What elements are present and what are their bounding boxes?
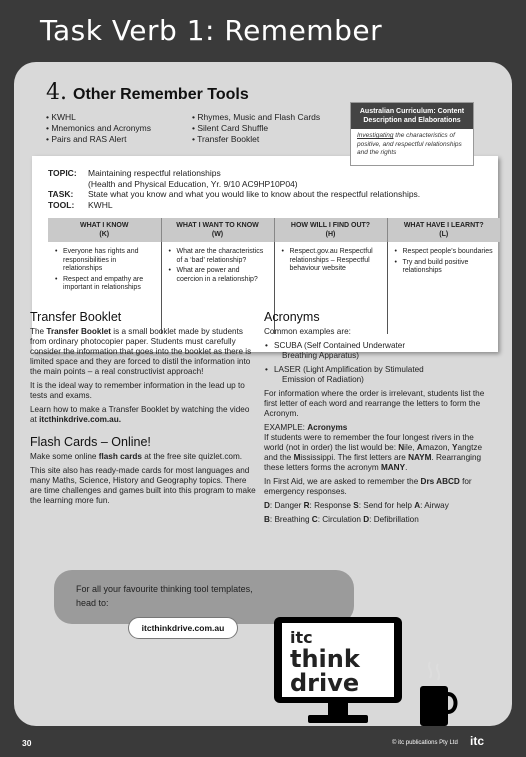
kwhl-header-l: WHAT HAVE I LEARNT? (L)	[387, 218, 500, 242]
monitor-logo-icon	[272, 615, 404, 725]
transfer-p2: It is the ideal way to remember information in the lead up to tests and exams.	[30, 381, 245, 400]
page-title: Task Verb 1: Remember	[40, 14, 383, 47]
section-title-text: Other Remember Tools	[73, 86, 249, 103]
list-item: • What are power and coercion in a relationship?	[168, 267, 268, 284]
coffee-mug-icon	[416, 660, 460, 728]
tool-item: • Pairs and RAS Alert	[46, 134, 127, 144]
website-link[interactable]: itcthinkdrive.com.au	[128, 617, 238, 639]
example-laser: • LASER (Light Amplification by Stimulated	[264, 365, 486, 375]
list-item: • What are the characteristics of a ‘bad’ relationship?	[168, 248, 268, 265]
curriculum-box	[350, 102, 474, 166]
video-link[interactable]: itcthinkdrive.com.au.	[39, 415, 122, 424]
tool-item: • Mnemonics and Acronyms	[46, 123, 152, 133]
drsabcd-line-1: D: Danger R: Response S: Send for help A: Airway	[264, 501, 449, 510]
tool-item: • Rhymes, Music and Flash Cards	[192, 112, 321, 122]
topic-label: TOPIC:	[48, 168, 77, 178]
logo-line-2: think	[290, 645, 360, 673]
brand-logo: itc	[470, 734, 485, 748]
acronyms-first-aid: In First Aid, we are asked to remember the Drs ABCD for emergency responses.	[264, 477, 472, 496]
example-scuba: • SCUBA (Self Contained Underwater	[264, 341, 486, 351]
task-label: TASK:	[48, 189, 74, 199]
tool-label: TOOL:	[48, 199, 75, 210]
task-value: State what you know and what you would like to know about the respectful relationships.	[88, 189, 421, 199]
tool-item: • Transfer Booklet	[192, 134, 260, 144]
logo-line-3: drive	[290, 669, 360, 697]
task-meta	[48, 168, 420, 210]
list-item: • Try and build positive relationships	[394, 259, 495, 276]
list-item: • Respect people’s boundaries	[394, 248, 495, 257]
flash-p1: Make some online flash cards at the free site quizlet.com.	[30, 452, 243, 461]
list-item: • Respect.gov.au Respectful relationships – Respectful behaviour website	[281, 248, 381, 274]
tools-list-1	[46, 112, 151, 145]
list-item: • Respect and empathy are important in relationships	[54, 276, 155, 293]
kwhl-header-h: HOW WILL I FIND OUT? (H)	[274, 218, 387, 242]
transfer-p1: The Transfer Booklet is a small booklet made by students from ordinary photocopier paper. Students must carefully consider the information that goes into the booklet as there is limited space and they are forced to distil the information into the main points – a real constructivist approach!	[30, 327, 252, 376]
kwhl-header-w: WHAT I WANT TO KNOW (W)	[161, 218, 274, 242]
transfer-p3: Learn how to make a Transfer Booklet by watching the video at itcthinkdrive.com.au.	[30, 405, 250, 424]
flash-p2: This site also has ready-made cards for most languages and many Maths, Science, History and Geography topics. There are time challenges and games built into this program to make the learning more fun.	[30, 466, 256, 505]
curriculum-heading: Australian Curriculum: Content Description and Elaborations	[351, 103, 473, 129]
cta-text: For all your favourite thinking tool templates, head to:	[76, 584, 253, 608]
acronyms-order: For information where the order is irrelevant, students list the first letter of each word and rearrange the letters to form the Acronym.	[264, 389, 485, 418]
flash-heading: Flash Cards – Online!	[30, 435, 151, 449]
section-number: 4.	[46, 80, 67, 105]
acronyms-intro: Common examples are:	[264, 327, 351, 336]
page-header	[0, 0, 526, 62]
section-title	[46, 80, 249, 105]
kwhl-header-k: WHAT I KNOW (K)	[48, 218, 161, 242]
tool-value: KWHL	[88, 199, 113, 210]
acronyms-rivers: If students were to remember the four longest rivers in the world (not in order) the list would be: Nile, Amazon, Yangtze and the Mississippi. The first letters are NAYM. Rearranging these letters forms the acronym MANY.	[264, 433, 483, 472]
copyright: © itc publications Pty Ltd	[392, 740, 458, 746]
drsabcd-line-2: B: Breathing C: Circulation D: Defibrillation	[264, 515, 419, 524]
list-item: • Everyone has rights and responsibilities in relationships	[54, 248, 155, 274]
tool-item: • KWHL	[46, 112, 76, 122]
topic-value: Maintaining respectful relationships	[88, 168, 221, 178]
curriculum-body: Investigating the characteristics of positive, and respectful relationships and the rights	[357, 132, 462, 156]
right-column: Acronyms Common examples are: • SCUBA (Self Contained Underwater Breathing Apparatus) • LASER (Light Amplification by Stimulated Emission of Radiation) For information where the order is irrelevant, students list the first letter of each word and rearrange the letters to form the Acronym. EXAMPLE: Acronyms If students were to remember the four longest rivers in the world (not in order) the list would be: Nile, Amazon, Yangtze and the Mississippi. The first letters are NAYM. Rearranging these letters forms the acronym MANY. In First Aid, we are asked to remember the Drs ABCD for emergency responses. D: Danger R: Response S: Send for help A: Airway B: Breathing C: Circulation D: Defibrillation	[264, 312, 486, 529]
topic-subvalue: (Health and Physical Education, Yr. 9/10 AC9HP10P04)	[88, 178, 298, 189]
acronyms-example-label: EXAMPLE: Acronyms	[264, 423, 348, 432]
logo-line-1: itc	[290, 628, 313, 647]
transfer-heading: Transfer Booklet	[30, 310, 122, 324]
tools-list-2	[192, 112, 320, 145]
left-column	[30, 312, 256, 510]
page-number: 30	[22, 738, 32, 748]
tool-item: • Silent Card Shuffle	[192, 123, 269, 133]
acronyms-heading: Acronyms	[264, 310, 320, 324]
